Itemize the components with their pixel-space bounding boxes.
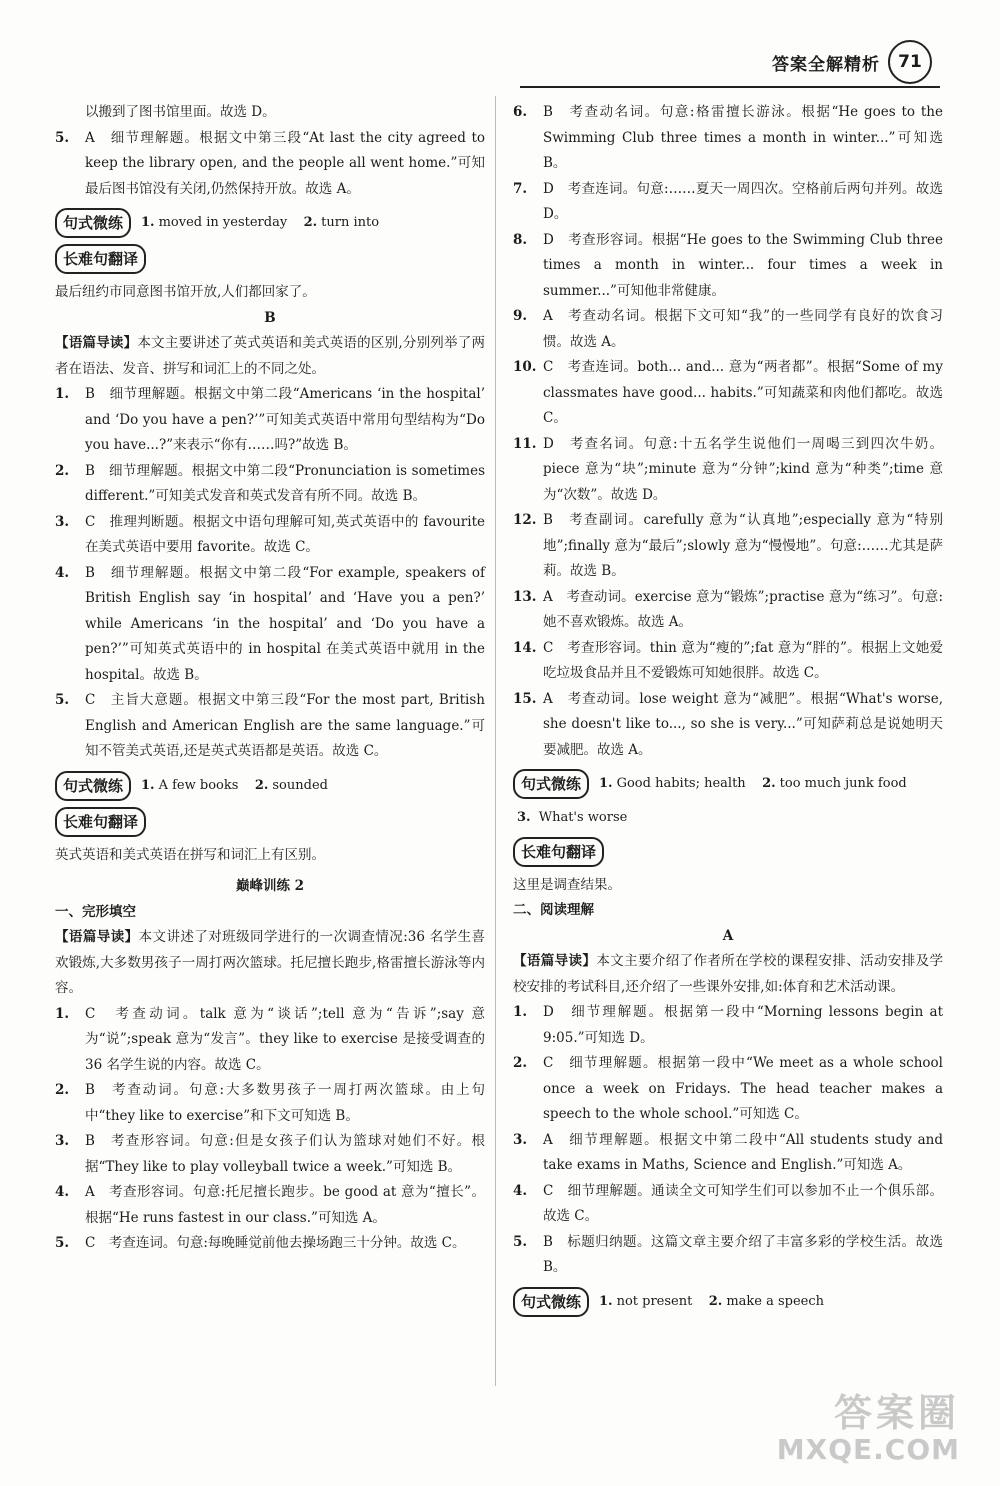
answer-number: 8. [513,231,528,248]
answer-number: 3. [513,1131,528,1148]
answer-number: 12. [513,512,537,528]
answer-text: C 考查形容词。thin 意为“瘦的”;fat 意为“胖的”。根据上文她爱吃垃圾食品并且不爱锻炼可知她很胖。故选 C。 [543,639,943,681]
sentence-practice-answers: 3. What's worse [517,810,628,825]
translation-text: 这里是调查结果。 [513,876,621,893]
passage-intro: 【语篇导读】本文主要介绍了作者所在学校的课程安排、活动安排及学校安排的考试科目,还介绍了一些课外安排,如:体育和艺术活动课。 [513,953,944,995]
answer-number: 1. [513,1004,528,1020]
watermark [710,1391,960,1466]
passage-intro: 【语篇导读】本文讲述了对班级同学进行的一次调查情况:36 名学生喜欢锻炼,大多数男孩子一周打两次篮球。托尼擅长跑步,格雷擅长游泳等内容。 [55,929,485,996]
sentence-practice-badge: 句式微练 [55,771,131,801]
answer-number: 3. [55,1133,70,1149]
sentence-practice-answers: 1. not present 2. make a speech [599,1293,825,1309]
section-title: 巅峰训练 2 [235,878,305,894]
answer-number: 5. [55,1235,70,1251]
right-column [513,100,943,1323]
sentence-practice-badge: 句式微练 [55,208,131,238]
page-header [772,40,932,84]
answer-text: D 考查形容词。根据“He goes to the Swimming Club three times a month in winter... four times a week in summer...”可知他非常健康。 [543,231,943,299]
watermark-logo-text: 答案圈 [833,1391,960,1435]
answer-item [513,355,943,432]
answer-continuation: 以搬到了图书馆里面。故选 D。 [85,104,276,120]
answer-number: 4. [55,564,70,581]
translation-badge: 长难句翻译 [55,807,146,837]
sentence-practice-answers: 1. A few books 2. sounded [141,777,328,793]
header-title: 答案全解精析 [772,54,880,75]
sentence-practice-badge: 句式微练 [513,769,589,799]
answer-number: 9. [513,308,528,324]
answer-text: D 考查连词。句意:……夏天一周四次。空格前后两句并列。故选 D。 [543,180,943,222]
answer-item [513,1230,943,1281]
header-rule [520,86,940,88]
answer-item [513,1000,943,1051]
answer-text: B 考查动词。句意:大多数男孩子一周打两次篮球。由上句中“they like to exercise”和下文可知选 B。 [85,1082,485,1124]
answer-item [513,636,943,687]
sentence-practice [513,1287,943,1317]
answer-item [55,459,485,510]
translation-heading [55,244,485,274]
answer-item [513,100,943,177]
passage-label: A [722,927,734,944]
answer-number: 4. [55,1184,70,1200]
sentence-practice-answers: 1. moved in yesterday 2. turn into [141,215,380,231]
answer-item [513,1051,943,1128]
answer-number: 5. [55,129,70,146]
answer-text: C 主旨大意题。根据文中第三段“For the most part, British English and American English are the same language.”可知不管美式英语,还是英式英语都是英语。故选 C。 [85,692,485,759]
answer-number: 10. [513,359,537,375]
answer-text: C 考查连词。句意:每晚睡觉前他去操场跑三十分钟。故选 C。 [85,1235,466,1251]
answer-number: 2. [55,462,70,479]
translation-text: 最后纽约市同意图书馆开放,人们都回家了。 [55,284,316,300]
translation-badge: 长难句翻译 [55,244,146,274]
answer-number: 6. [513,104,528,120]
watermark-url: MXQE.COM [776,1433,960,1466]
answer-text: C 细节理解题。通读全文可知学生们可以参加不止一个俱乐部。故选 C。 [543,1182,943,1224]
sentence-practice-answers: 1. Good habits; health 2. too much junk food [599,776,907,792]
answer-number: 11. [513,435,537,452]
answer-text: B 细节理解题。根据文中第二段“Pronunciation is sometimes different.”可知美式发音和英式发音有所不同。故选 B。 [85,462,485,504]
answer-item [55,688,485,765]
answer-item [55,1129,485,1180]
answer-item [55,126,485,203]
translation-heading [55,807,485,837]
passage-intro: 【语篇导读】本文主要讲述了英式英语和美式英语的区别,分别列举了两者在语法、发音、拼写和词汇上的不同之处。 [55,335,486,377]
section-heading: 一、完形填空 [55,903,136,920]
answer-text: C 推理判断题。根据文中语句理解可知,英式英语中的 favourite 在美式英语中要用 favorite。故选 C。 [85,513,485,555]
sentence-practice [55,208,485,238]
answer-text: D 考查名词。句意:十五名学生说他们一周喝三到四次牛奶。piece 意为“块”;minute 意为“分钟”;kind 意为“种类”;time 意为“次数”。故选 D。 [543,435,943,503]
answer-item [55,1180,485,1231]
answer-text: C 细节理解题。根据第一段中“We meet as a whole school once a week on Fridays. The head teacher makes a speech to the whole school.”可知选 C。 [543,1055,943,1122]
column-divider [495,96,496,1386]
answer-text: A 细节理解题。根据文中第二段中“All students study and take exams in Maths, Science and English.”可知选 A。 [543,1131,943,1173]
translation-heading [513,837,943,867]
answer-item [513,585,943,636]
answer-number: 14. [513,639,537,656]
answer-item [55,1078,485,1129]
answer-item [55,561,485,689]
answer-text: C 考查连词。both... and... 意为“两者都”。根据“Some of my classmates have good... habits.”可知蔬菜和肉他们都吃。故选 C。 [543,359,943,426]
answer-item [513,1128,943,1179]
answer-number: 7. [513,180,528,197]
left-column [55,100,485,1257]
passage-label: B [264,309,276,326]
sentence-practice [513,769,943,799]
answer-item [55,1231,485,1257]
sentence-practice [55,771,485,801]
answer-text: B 考查动名词。句意:格雷擅长游泳。根据“He goes to the Swimming Club three times a month in winter...”可知选 B。 [543,104,943,171]
answer-number: 4. [513,1182,528,1199]
answer-text: B 标题归纳题。这篇文章主要介绍了丰富多彩的学校生活。故选 B。 [543,1233,943,1275]
answer-text: A 考查动名词。根据下文可知“我”的一些同学有良好的饮食习惯。故选 A。 [543,308,943,350]
answer-text: B 细节理解题。根据文中第二段“Americans ‘in the hospital’ and ‘Do you have a pen?’”可知美式英语中常用句型结构为“Do you have...?”来表示“你有……吗?”故选 B。 [85,386,485,453]
answer-text: A 考查形容词。句意:托尼擅长跑步。be good at 意为“擅长”。根据“He runs fastest in our class.”可知选 A。 [85,1184,485,1226]
answer-number: 15. [513,690,537,707]
answer-item [513,177,943,228]
answer-text: D 细节理解题。根据第一段中“Morning lessons begin at 9:05.”可知选 D。 [543,1004,943,1046]
section-heading: 二、阅读理解 [513,902,594,918]
answer-number: 2. [55,1082,70,1098]
page-number: 71 [888,40,932,84]
answer-text: B 考查形容词。句意:但是女孩子们认为篮球对她们不好。根据“They like to play volleyball twice a week.”可知选 B。 [85,1133,485,1175]
answer-item [55,382,485,459]
answer-item [55,1002,485,1079]
translation-badge: 长难句翻译 [513,837,604,867]
answer-number: 13. [513,588,537,605]
answer-number: 2. [513,1055,528,1071]
answer-text: B 细节理解题。根据文中第二段“For example, speakers of British English say ‘in hospital’ and ‘Have you a pen?’ while Americans ‘in the hospital’ and ‘Do you have a pen?’”可知英式英语中的 in hospital 在美式英语中就用 in the hospital。故选 B。 [85,564,485,683]
answer-number: 3. [55,513,70,530]
answer-number: 5. [55,692,70,708]
answer-item [513,1179,943,1230]
answer-item [513,304,943,355]
answer-item [513,432,943,509]
answer-text: C 考查动词。talk 意为“谈话”;tell 意为“告诉”;say 意为“说”;speak 意为“发言”。they like to exercise 是接受调查的 36 名学生说的内容。故选 C。 [85,1005,485,1073]
answer-text: A 细节理解题。根据文中第三段“At last the city agreed to keep the library open, and the people all went home.”可知最后图书馆没有关闭,仍然保持开放。故选 A。 [85,129,485,197]
answer-text: B 考查副词。carefully 意为“认真地”;especially 意为“特别地”;finally 意为“最后”;slowly 意为“慢慢地”。句意:……尤其是萨莉。故选 B。 [543,512,943,579]
answer-item [513,228,943,305]
answer-text: A 考查动词。lose weight 意为“减肥”。根据“What's worse, she doesn't like to..., so she is very...”可知萨莉总是说她明天要减肥。故选 A。 [543,690,943,758]
answer-item [513,508,943,585]
answer-text: A 考查动词。exercise 意为“锻炼”;practise 意为“练习”。句意:她不喜欢锻炼。故选 A。 [543,588,943,630]
answer-number: 1. [55,1005,70,1022]
answer-number: 1. [55,386,70,402]
translation-text: 英式英语和美式英语在拼写和词汇上有区别。 [55,846,325,863]
answer-item [513,687,943,764]
answer-number: 5. [513,1233,528,1250]
sentence-practice-badge: 句式微练 [513,1287,589,1317]
answer-item [55,510,485,561]
